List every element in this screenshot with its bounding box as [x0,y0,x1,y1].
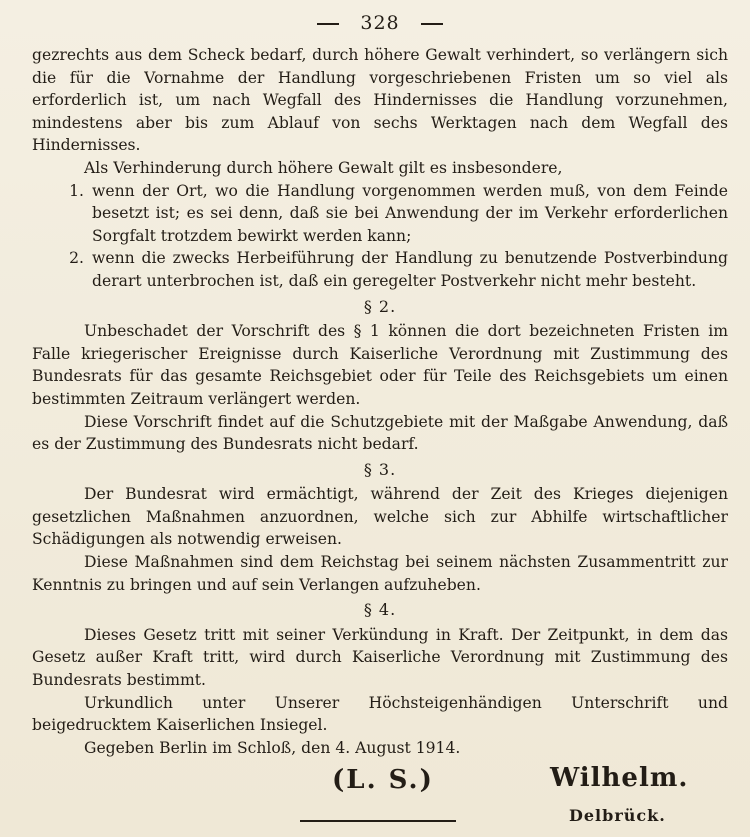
paragraph-given: Gegeben Berlin im Schloß, den 4. August 1914. [84,738,461,757]
section-heading-4: § 4. [363,600,397,620]
list-item-number: 2. [69,249,84,268]
paragraph-sec4-2: Urkundlich unter Unserer Höchsteigenhändigen Unterschrift und beigedrucktem Kaiserlichen Insiegel. [32,693,728,735]
paragraph-force-majeure: Als Verhinderung durch höhere Gewalt gilt es insbesondere, [84,158,563,177]
paragraph-sec3-2: Diese Maßnahmen sind dem Reichstag bei seinem nächsten Zusammentritt zur Kenntnis zu bringen und auf sein Verlangen aufzuheben. [32,553,728,594]
signer-name: Wilhelm. [550,763,689,794]
section-heading-3: § 3. [363,459,397,479]
header-dash-left [317,23,339,25]
list-item-text: wenn die zwecks Herbeiführung der Handlung zu benutzende Postverbindung derart unterbrochen ist, daß ein geregelter Postverkehr nicht mehr besteht. [92,249,728,290]
signature-block [32,763,728,826]
paragraph-sec2-1: Unbeschadet der Vorschrift des § 1 können die dort bezeichneten Fristen im Falle kriegerischer Ereignisse durch Kaiserliche Verordnung mit Zustimmung des Bundesrats für das gesamte Reichsgebiet oder für Teile des Reichsgebiets um einen bestimmten Zeitraum verlängert werden. [32,322,728,408]
section-heading-2: § 2. [363,296,397,316]
seal-mark: (L. S.) [332,765,434,796]
paragraph-sec3-1: Der Bundesrat wird ermächtigt, während der Zeit des Krieges diejenigen gesetzlichen Maßnahmen anzuordnen, welche sich zur Abhilfe wirtschaftlicher Schädigungen als notwendig erweisen. [32,485,728,549]
closing-rule [300,820,456,822]
page-number: 328 [360,12,400,34]
countersigner-name: Delbrück. [569,806,666,826]
document-body [32,44,728,826]
list-item-text: wenn der Ort, wo die Handlung vorgenommen werden muß, von dem Feinde besetzt ist; es sei denn, daß sie bei Anwendung der im Verkehr erforderlichen Sorgfalt trotzdem bewirkt werden kann; [92,181,728,245]
list-item [32,180,728,248]
page-header [32,10,728,44]
header-dash-right [421,23,443,25]
paragraph-sec2-2: Diese Vorschrift findet auf die Schutzgebiete mit der Maßgabe Anwendung, daß es der Zustimmung des Bundesrats nicht bedarf. [32,412,728,454]
list-item-number: 1. [69,181,84,200]
list-item [32,247,728,292]
paragraph-sec4-1: Dieses Gesetz tritt mit seiner Verkündung in Kraft. Der Zeitpunkt, in dem das Gesetz außer Kraft tritt, wird durch Kaiserliche Verordnung mit Zustimmung des Bundesrats bestimmt. [32,625,728,690]
paragraph-continuation: gezrechts aus dem Scheck bedarf, durch höhere Gewalt verhindert, so verlängern sich die für die Vornahme der Handlung vorgeschriebenen Fristen um so viel als erforderlich ist, um nach Wegfall des Hindernisses die Handlung vorzunehmen, mindestens aber bis zum Ablauf von sechs Werktagen nach dem Wegfall des Hindernisses. [32,46,728,155]
